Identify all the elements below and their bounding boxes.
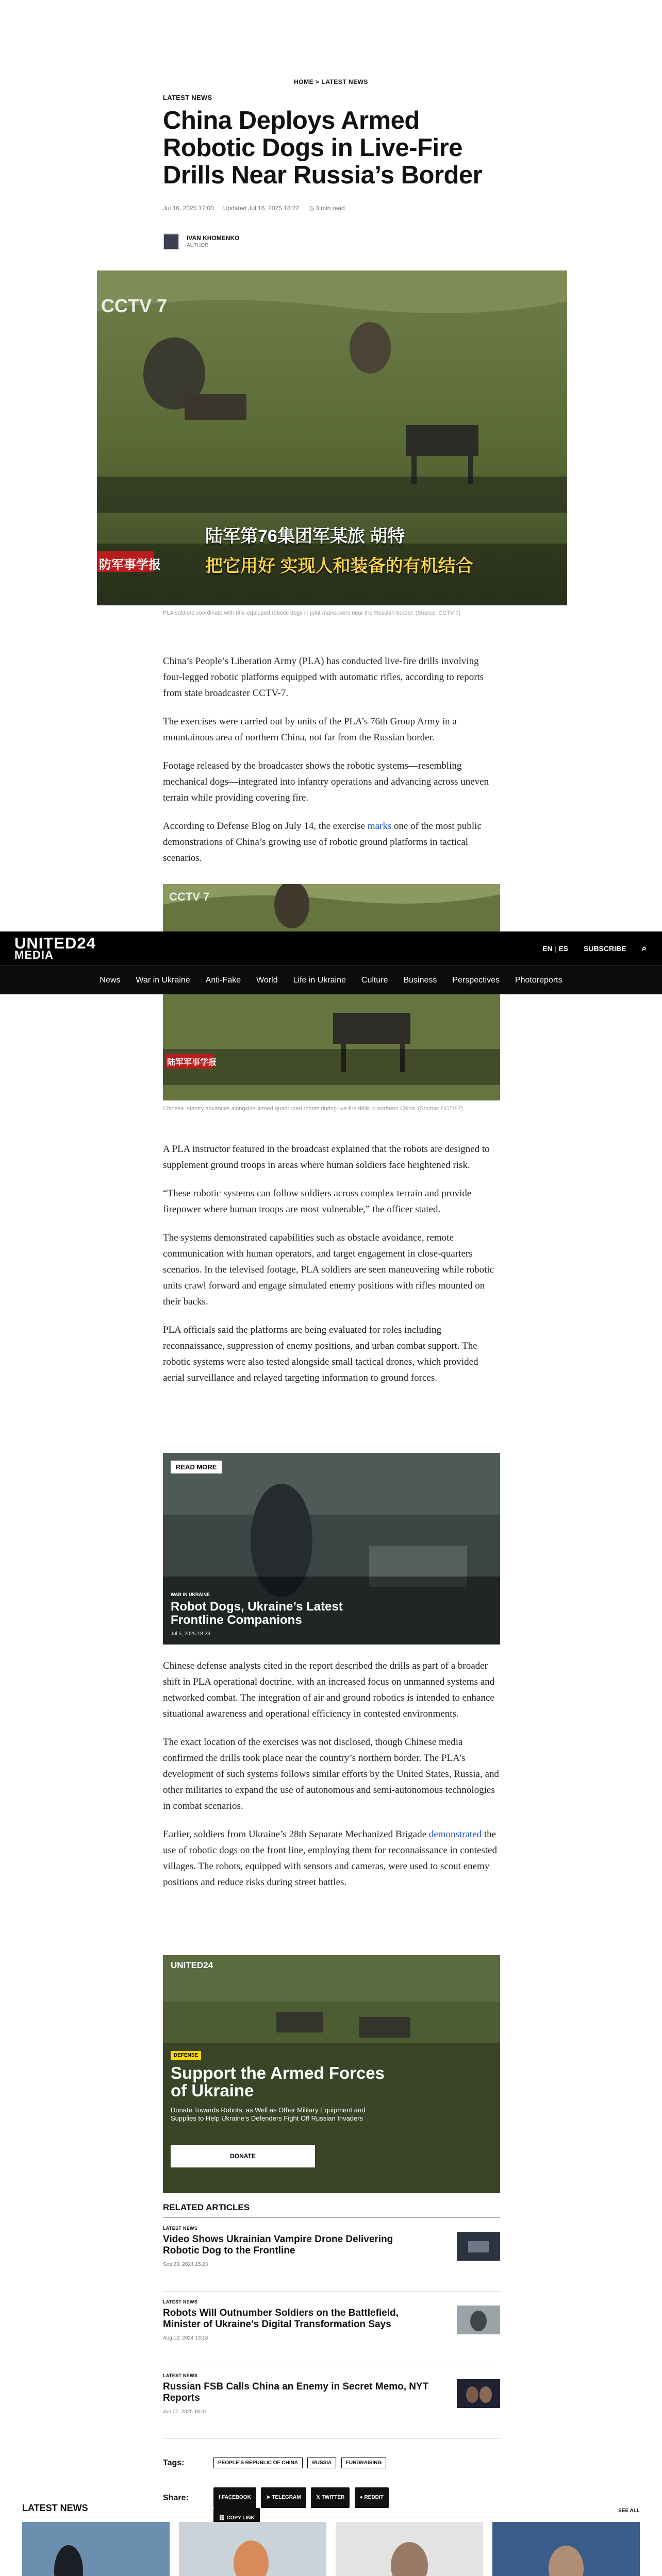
- latest-photo: [492, 2522, 640, 2576]
- lang-en[interactable]: EN: [542, 944, 553, 953]
- paragraph-text: Earlier, soldiers from Ukraine’s 28th Separate Mechanized Brigade: [163, 1829, 429, 1840]
- paragraph: The exact location of the exercises was not disclosed, though Chinese media confirmed the drills took place near the country’s northern border. The PLA’s development of such systems follows similar efforts by the United States, Russia, and other militaries to expand the use of autonomous and semi-autonomous technologies in combat scenarios.: [163, 1737, 499, 1811]
- hero-overlay-line2: 把它用好 实现人和装备的有机结合: [205, 556, 473, 576]
- nav-item-culture[interactable]: Culture: [361, 975, 388, 985]
- author-role: AUTHOR: [187, 243, 209, 248]
- related-category: LATEST NEWS: [163, 2373, 198, 2378]
- paragraph: [163, 1826, 500, 1890]
- paragraph: Chinese defense analysts cited in the report described the drills as part of a broader shift in PLA operational doctrine, with an increased focus on unmanned systems and networked combat. The integration of air and ground robotics is intended to enhance situational awareness and operational efficiency in contested environments.: [163, 1660, 495, 1719]
- related-title[interactable]: Robots Will Outnumber Soldiers on the Battlefield, Minister of Ukraine’s Digital Transformation Says: [163, 2308, 399, 2330]
- lang-separator: |: [554, 944, 557, 953]
- related-category: LATEST NEWS: [163, 2226, 198, 2231]
- hero-image: [97, 270, 567, 605]
- share-label-text: TWITTER: [321, 2495, 345, 2500]
- hero-overlay-tag: 防军事学报: [99, 558, 161, 572]
- paragraph: The exercises were carried out by units of the PLA’s 76th Group Army in a mountainous area of northern China, not far from the Russian border.: [163, 716, 457, 743]
- related-heading: RELATED ARTICLES: [163, 2202, 500, 2217]
- tags-label: Tags:: [163, 2458, 185, 2467]
- donate-title: Support the Armed Forces of Ukraine: [171, 2063, 385, 2100]
- latest-header: [22, 2503, 640, 2517]
- thumb-scene: [457, 2232, 500, 2261]
- related-title[interactable]: Video Shows Ukrainian Vampire Drone Delivering Robotic Dog to the Frontline: [163, 2234, 393, 2256]
- paragraph: Footage released by the broadcaster shows the robotic systems—resembling mechanical dogs—integrated into infantry operations and advancing across uneven terrain while providing covering fire.: [163, 760, 489, 803]
- article-body-3: [163, 1658, 500, 1903]
- related-date: Jun 07, 2025 18:31: [163, 2409, 207, 2415]
- reddit-icon: ●: [359, 2495, 363, 2500]
- nav-item-life-in-ukraine[interactable]: Life in Ukraine: [293, 975, 346, 985]
- latest-card[interactable]: [336, 2522, 483, 2576]
- lang-es[interactable]: ES: [558, 944, 568, 953]
- article-body-1: [163, 653, 500, 878]
- site-header: [0, 931, 662, 965]
- donate-banner: [163, 1955, 500, 2193]
- avatar: [163, 233, 179, 250]
- breadcrumb: [0, 78, 662, 86]
- latest-card[interactable]: [179, 2522, 326, 2576]
- site-logo-text: UNITED24: [14, 934, 96, 952]
- paragraph-text: According to Defense Blog on July 14, the exercise: [163, 821, 368, 832]
- donate-tag: DEFENSE: [171, 2051, 201, 2060]
- related-thumbnail: [457, 2232, 500, 2261]
- nav-item-world[interactable]: World: [256, 975, 278, 985]
- donate-text: Donate Towards Robots, as Well as Other Military Equipment and Supplies to Help Ukraine’s Defenders Fight Off Russian Invaders: [171, 2106, 366, 2122]
- photo-scene: [336, 2522, 483, 2576]
- inline-link-demonstrated[interactable]: demonstrated: [428, 1829, 482, 1840]
- paragraph-text: one of the most public demonstrations of China’s growing use of robotic ground platforms in tactical scenarios.: [163, 821, 482, 863]
- clock-icon: ◷: [308, 205, 314, 212]
- related-item[interactable]: [163, 2226, 500, 2292]
- share-label: Share:: [163, 2494, 189, 2502]
- image-2-tag: 陆军军事学报: [167, 1058, 217, 1067]
- latest-card[interactable]: [22, 2522, 170, 2576]
- nav-item-news[interactable]: News: [100, 975, 121, 985]
- photo-scene: [179, 2522, 326, 2576]
- related-thumbnail: [457, 2306, 500, 2334]
- share-label-text: COPY LINK: [226, 2515, 255, 2521]
- read-more-title: Robot Dogs, Ukraine’s Latest Frontline Companions: [171, 1600, 343, 1627]
- paragraph: PLA officials said the platforms are being evaluated for roles including reconnaissance, suppression of enemy positions, and urban combat support. The robotic systems were also tested alongside small tactical drones, which provided aerial surveillance and relayed targeting information to ground forces.: [163, 1325, 478, 1383]
- see-all-link[interactable]: SEE ALL: [618, 2508, 640, 2514]
- site-logo-sub: MEDIA: [14, 948, 54, 961]
- hero-logo: CCTV 7: [101, 295, 168, 316]
- updated-date: Updated Jul 16, 2025 18:22: [223, 205, 300, 212]
- author-block[interactable]: [163, 233, 500, 250]
- photo-scene: [492, 2522, 640, 2576]
- read-time: [308, 205, 345, 212]
- facebook-icon: f: [219, 2495, 221, 2500]
- read-more-card[interactable]: [163, 1453, 500, 1645]
- article-category[interactable]: LATEST NEWS: [163, 94, 212, 101]
- link-icon: ⛓: [219, 2515, 225, 2521]
- published-date: Jul 16, 2025 17:00: [163, 205, 214, 212]
- nav-item-photoreports[interactable]: Photoreports: [515, 975, 562, 985]
- paragraph-text: the use of robotic dogs on the front line, employing them for reconnaissance in contested villages. The robots, equipped with sensors and cameras, were used to scout enemy positions and reduce risks during street battles.: [163, 1829, 497, 1888]
- paragraph: The systems demonstrated capabilities such as obstacle avoidance, remote communication with human operators, and target engagement in close-quarters scenarios. In the televised footage, PLA soldiers are seen maneuvering while robotic units crawl forward and engage simulated enemy positions with rifles mounted on their backs.: [163, 1232, 494, 1307]
- breadcrumb-separator: >: [315, 78, 320, 86]
- article-meta: [163, 205, 500, 212]
- photo-scene: [22, 2522, 170, 2576]
- nav-item-perspectives[interactable]: Perspectives: [452, 975, 500, 985]
- share-label-text: TELEGRAM: [272, 2495, 301, 2500]
- search-icon[interactable]: ⌕: [641, 943, 647, 953]
- share-label-text: REDDIT: [364, 2495, 384, 2500]
- tag-pill[interactable]: PEOPLE’S REPUBLIC OF CHINA: [213, 2458, 303, 2468]
- latest-heading: LATEST NEWS: [22, 2503, 88, 2513]
- read-more-category: WAR IN UKRAINE: [171, 1592, 210, 1597]
- tags-list: [213, 2458, 389, 2468]
- read-more-badge: READ MORE: [171, 1461, 222, 1473]
- nav-item-war-in-ukraine[interactable]: War in Ukraine: [136, 975, 190, 985]
- header-actions: [542, 931, 647, 965]
- related-date: Aug 12, 2024 13:18: [163, 2335, 208, 2341]
- related-category: LATEST NEWS: [163, 2299, 198, 2304]
- latest-photo: [22, 2522, 170, 2576]
- image-2-logo: CCTV 7: [169, 890, 210, 903]
- related-date: Sep 23, 2024 15:23: [163, 2262, 208, 2267]
- main-nav: [0, 965, 662, 994]
- related-item[interactable]: [163, 2373, 500, 2439]
- tag-pill[interactable]: RUSSIA: [307, 2458, 336, 2468]
- read-more-date: Jul 5, 2025 18:23: [171, 1631, 210, 1637]
- article-body-2: [163, 1141, 500, 1398]
- page-title: China Deploys Armed Robotic Dogs in Live-Fire Drills Near Russia’s Border: [163, 107, 483, 189]
- hero-caption: PLA soldiers coordinate with rifle-equipped robotic dogs in joint maneuvers near the Russian border. (Source: CCTV-7): [163, 610, 461, 616]
- breadcrumb-section[interactable]: LATEST NEWS: [321, 78, 368, 86]
- latest-photo: [179, 2522, 326, 2576]
- tags-row: [163, 2458, 500, 2468]
- site-logo[interactable]: [14, 934, 96, 961]
- related-title[interactable]: Russian FSB Calls China an Enemy in Secret Memo, NYT Reports: [163, 2381, 429, 2403]
- related-item[interactable]: [163, 2299, 500, 2365]
- donate-logo: UNITED24: [171, 1960, 213, 1970]
- nav-item-business[interactable]: Business: [403, 975, 437, 985]
- thumb-scene: [457, 2306, 500, 2334]
- tag-pill[interactable]: FUNDRAISING: [341, 2458, 386, 2468]
- inline-link-marks[interactable]: marks: [367, 821, 392, 832]
- breadcrumb-home[interactable]: HOME: [294, 78, 314, 86]
- share-label-text: FACEBOOK: [222, 2495, 251, 2500]
- paragraph: A PLA instructor featured in the broadcast explained that the robots are designed to supplement ground troops in areas where human soldiers face heightened risk.: [163, 1144, 490, 1171]
- nav-item-anti-fake[interactable]: Anti-Fake: [205, 975, 241, 985]
- latest-card[interactable]: [492, 2522, 640, 2576]
- read-time-label: 3 min read: [316, 205, 345, 212]
- language-switch: [542, 944, 568, 953]
- latest-photo: [336, 2522, 483, 2576]
- telegram-icon: ➤: [266, 2495, 271, 2500]
- hero-overlay-line1: 陆军第76集团军某旅 胡特: [205, 527, 405, 546]
- thumb-scene: [457, 2379, 500, 2408]
- paragraph: “These robotic systems can follow soldiers across complex terrain and provide firepower where human troops are most vulnerable,” the officer stated.: [163, 1188, 472, 1215]
- image-2-caption: Chinese infantry advances alongside armed quadruped robots during live-fire drills in northern China. (Source: CCTV-7): [163, 1106, 464, 1112]
- related-thumbnail: [457, 2379, 500, 2408]
- author-name[interactable]: IVAN KHOMENKO: [187, 234, 240, 242]
- donate-button[interactable]: DONATE: [171, 2145, 315, 2167]
- x-icon: 𝕏: [316, 2495, 321, 2500]
- paragraph: China’s People’s Liberation Army (PLA) has conducted live-fire drills involving four-legged robotic platforms equipped with automatic rifles, according to reports from state broadcaster CCTV-7.: [163, 656, 484, 699]
- paragraph: [163, 818, 500, 866]
- subscribe-button[interactable]: SUBSCRIBE: [584, 944, 626, 953]
